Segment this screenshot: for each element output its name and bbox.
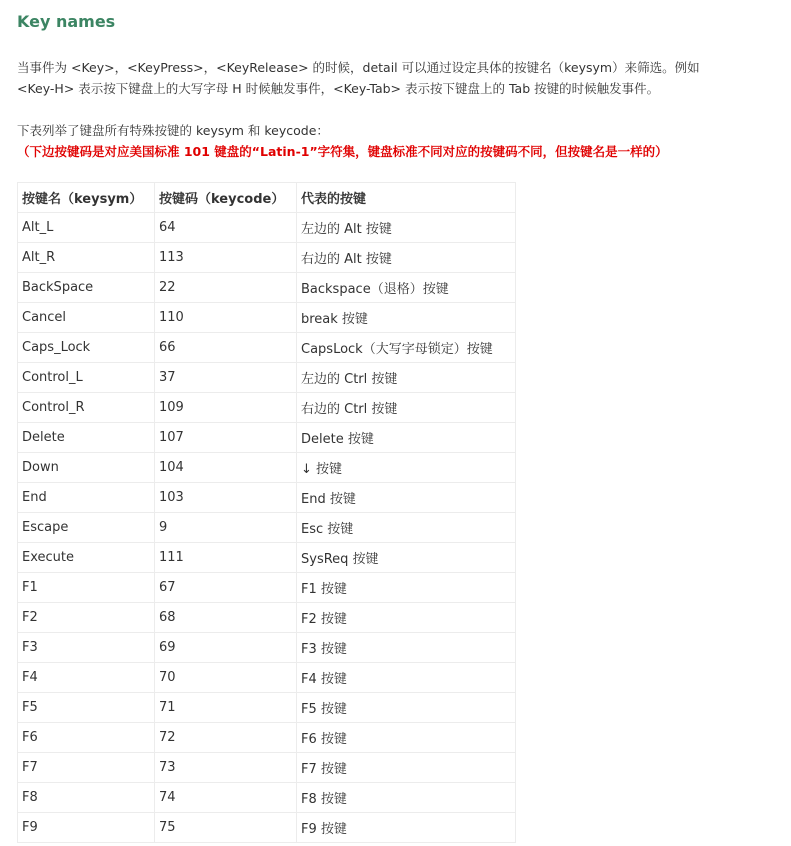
cell-keycode: 107: [155, 423, 297, 453]
warning-note: （下边按键码是对应美国标准 101 键盘的“Latin-1”字符集，键盘标准不同对应的按键码不同，但按键名是一样的）: [17, 144, 668, 159]
cell-key-description: F7 按键: [297, 753, 516, 783]
cell-keycode: 71: [155, 693, 297, 723]
cell-keycode: 67: [155, 573, 297, 603]
cell-keycode: 110: [155, 303, 297, 333]
table-header-row: [18, 183, 516, 213]
cell-keysym: F3: [18, 633, 155, 663]
cell-keysym: Escape: [18, 513, 155, 543]
cell-keysym: BackSpace: [18, 273, 155, 303]
cell-keysym: F1: [18, 573, 155, 603]
cell-key-description: F6 按键: [297, 723, 516, 753]
intro-line-2: <Key-H> 表示按下键盘上的大写字母 H 时候触发事件，<Key-Tab> 表示按下键盘上的 Tab 按键的时候触发事件。: [17, 81, 660, 96]
cell-keysym: Caps_Lock: [18, 333, 155, 363]
cell-keycode: 70: [155, 663, 297, 693]
cell-keysym: F9: [18, 813, 155, 843]
cell-keycode: 104: [155, 453, 297, 483]
cell-keycode: 103: [155, 483, 297, 513]
table-row: [18, 243, 516, 273]
header-keycode: 按键码（keycode）: [155, 183, 297, 213]
cell-keysym: F2: [18, 603, 155, 633]
cell-keysym: F4: [18, 663, 155, 693]
cell-keysym: Down: [18, 453, 155, 483]
cell-key-description: F5 按键: [297, 693, 516, 723]
cell-keysym: F8: [18, 783, 155, 813]
table-row: [18, 393, 516, 423]
table-body: [18, 213, 516, 843]
table-row: [18, 813, 516, 843]
intro-line-1: 当事件为 <Key>，<KeyPress>，<KeyRelease> 的时候，detail 可以通过设定具体的按键名（keysym）来筛选。例如: [17, 60, 700, 75]
cell-keysym: Delete: [18, 423, 155, 453]
cell-key-description: ↓ 按键: [297, 453, 516, 483]
cell-key-description: 右边的 Ctrl 按键: [297, 393, 516, 423]
table-row: [18, 213, 516, 243]
cell-keycode: 111: [155, 543, 297, 573]
cell-key-description: F4 按键: [297, 663, 516, 693]
cell-keycode: 109: [155, 393, 297, 423]
cell-key-description: 右边的 Alt 按键: [297, 243, 516, 273]
table-row: [18, 513, 516, 543]
cell-keycode: 72: [155, 723, 297, 753]
cell-keycode: 37: [155, 363, 297, 393]
cell-keycode: 69: [155, 633, 297, 663]
cell-keysym: Control_L: [18, 363, 155, 393]
cell-key-description: Esc 按键: [297, 513, 516, 543]
table-row: [18, 273, 516, 303]
cell-keycode: 73: [155, 753, 297, 783]
cell-key-description: F1 按键: [297, 573, 516, 603]
cell-keysym: Alt_L: [18, 213, 155, 243]
cell-keysym: Cancel: [18, 303, 155, 333]
cell-keycode: 64: [155, 213, 297, 243]
cell-key-description: F9 按键: [297, 813, 516, 843]
cell-key-description: Backspace（退格）按键: [297, 273, 516, 303]
table-row: [18, 693, 516, 723]
cell-key-description: End 按键: [297, 483, 516, 513]
cell-keysym: Execute: [18, 543, 155, 573]
section-title: Key names: [17, 12, 116, 31]
table-row: [18, 723, 516, 753]
cell-keycode: 66: [155, 333, 297, 363]
cell-key-description: 左边的 Ctrl 按键: [297, 363, 516, 393]
cell-keycode: 113: [155, 243, 297, 273]
cell-key-description: Delete 按键: [297, 423, 516, 453]
cell-key-description: break 按键: [297, 303, 516, 333]
table-intro-paragraph: [17, 120, 668, 162]
cell-keysym: Control_R: [18, 393, 155, 423]
table-row: [18, 573, 516, 603]
table-row: [18, 783, 516, 813]
cell-keysym: Alt_R: [18, 243, 155, 273]
table-intro-text: 下表列举了键盘所有特殊按键的 keysym 和 keycode：: [17, 123, 329, 138]
cell-key-description: F8 按键: [297, 783, 516, 813]
cell-key-description: SysReq 按键: [297, 543, 516, 573]
table-row: [18, 303, 516, 333]
cell-key-description: 左边的 Alt 按键: [297, 213, 516, 243]
header-keysym: 按键名（keysym）: [18, 183, 155, 213]
key-table: [17, 182, 516, 843]
cell-key-description: CapsLock（大写字母锁定）按键: [297, 333, 516, 363]
table-row: [18, 543, 516, 573]
table-row: [18, 363, 516, 393]
cell-keysym: F6: [18, 723, 155, 753]
cell-keycode: 68: [155, 603, 297, 633]
table-row: [18, 483, 516, 513]
table-row: [18, 633, 516, 663]
cell-keysym: F7: [18, 753, 155, 783]
cell-keycode: 9: [155, 513, 297, 543]
intro-paragraph: [17, 57, 700, 99]
cell-keysym: End: [18, 483, 155, 513]
header-key-description: 代表的按键: [297, 183, 516, 213]
table-row: [18, 753, 516, 783]
table-row: [18, 663, 516, 693]
cell-keycode: 74: [155, 783, 297, 813]
cell-keycode: 22: [155, 273, 297, 303]
table-row: [18, 453, 516, 483]
table-row: [18, 423, 516, 453]
cell-key-description: F3 按键: [297, 633, 516, 663]
table-row: [18, 333, 516, 363]
table-row: [18, 603, 516, 633]
cell-key-description: F2 按键: [297, 603, 516, 633]
cell-keysym: F5: [18, 693, 155, 723]
cell-keycode: 75: [155, 813, 297, 843]
